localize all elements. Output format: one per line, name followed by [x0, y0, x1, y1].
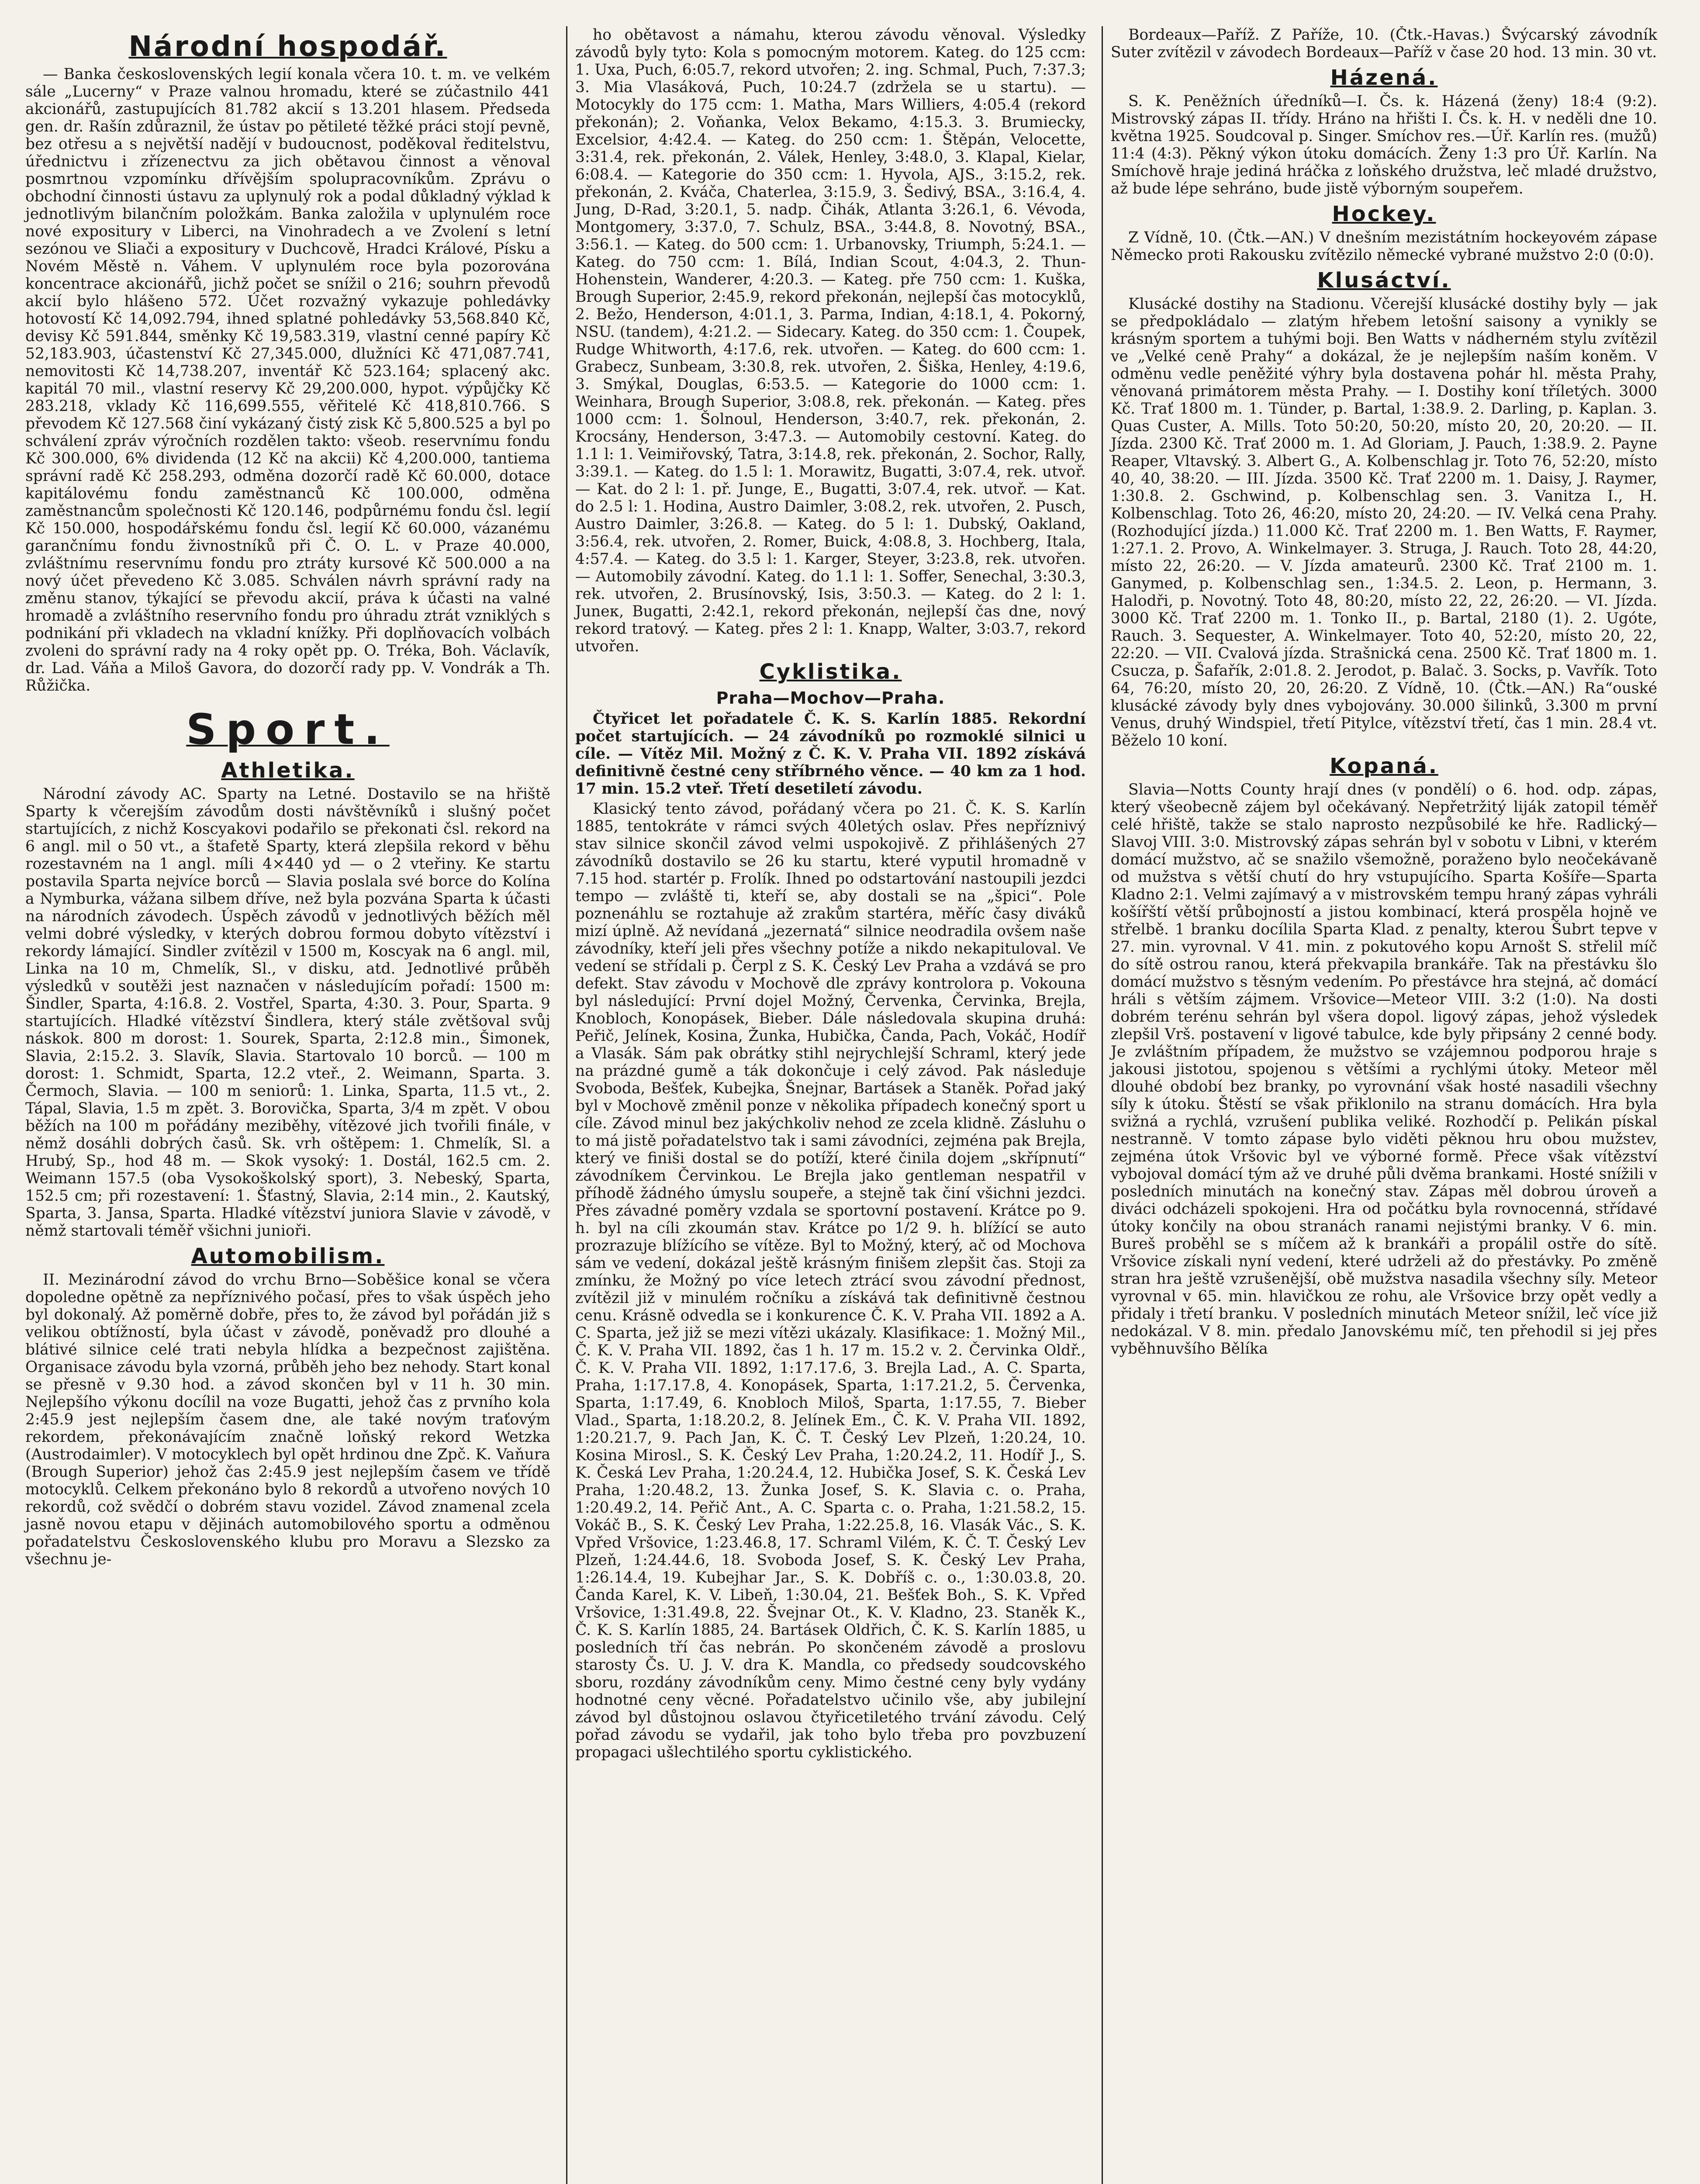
article-cycling: Klasický tento závod, pořádaný včera po 21. Č. K. S. Karlín 1885, tentokráte v rámci svých 40letých oslav. Přes nepříznivý stav silnice skončil závod velmi uspokojivě. Z přihlášených 27 závodníků dostavilo se 26 ku startu, které vyputil hromadně v 7.15 hod. startér p. Frolík. Ihned po odstartování nastoupili jezdci tempo — zvláště ti, kteří se, aby dostali se na „špici“. Pole poznenáhlu se roztahuje až zrakům startéra, měříc časy diváků mizí úplně. Až nevídaná „jezernatá“ silnice neodradila ovšem naše závodníky, kteří jeli přes všechny potíže a nikdo nekapituloval. Ve vedení se střídali p. Čerpl z S. K. Český Lev Praha a vzdává se pro defekt. Stav závodu v Mochově dle zprávy kontrolora p. Vokouna byl následující: První dojel Možný, Červenka, Červinka, Brejla, Knobloch, Konopásek, Bieber. Dále následovala skupina druhá: Peřič, Jelínek, Kosina, Žunka, Hubička, Čanda, Pach, Vokáč, Hodíř a Vlasák. Sám pak obrátky stihl nejrychlejší Schraml, který jede na prázdné gumě a ták dokončuje i celý závod. Pak následuje Svoboda, Bešťek, Kubejka, Šnejnar, Bartásek a Staněk. Pořad jaký byl v Mochově změnil ponze v několika případech konečný sport u cíle. Závod minul bez jakýchkoliv nehod ze zcela klidně. Zásluhu o to má jistě pořadatelstvo tak i sami závodníci, zejména pak Brejla, který ve finiši dostal se do potíží, které činila dojem „skřípnutí“ závodníkem Červinkou. Le Brejla jako gentleman nespatřil v příhodě žádného úmyslu soupeře, a stejně tak činí všichni jezdci. Přes závadné poměry vzdala se sportovní postavení. Krátce po 9. h. byl na cíli zkoumán stav. Krátce po 1/2 9. h. blížící se auto prozrazuje blížícího se vítěze. Byl to Možný, který, ač od Mochova sám ve vedení, dokázal ještě krásným finišem zlepšit čas. Stoji za zmínku, že Možný po více letech ztrácí svou závodní přednost, zvítězil již v minulém ročníku a získává tak definitivně čestnou cenu. Krásně odvedla se i konkurence Č. K. V. Praha VII. 1892 a A. C. Sparta, jež již se mezi vítězi ukázaly. Klasifikace: 1. Možný Mil., Č. K. V. Praha VII. 1892, čas 1 h. 17 m. 15.2 v. 2. Červinka Oldř., Č. K. V. Praha VII. 1892, 1:17.17.6, 3. Brejla Lad., A. C. Sparta, Praha, 1:17.17.8, 4. Konopásek, Sparta, 1:17.21.2, 5. Červenka, Sparta, 1:17.49, 6. Knobloch Miloš, Sparta, 1:17.55, 7. Bieber Vlad., Sparta, 1:18.20.2, 8. Jelínek Em., Č. K. V. Praha VII. 1892, 1:20.21.7, 9. Pach Jan, K. Č. T. Český Lev Plzeň, 1:20.24, 10. Kosina Mirosl., S. K. Český Lev Praha, 1:20.24.2, 11. Hodíř J., S. K. Česká Lev Praha, 1:20.24.4, 12. Hubička Josef, S. K. Česká Lev Praha, 1:20.48.2, 13. Žunka Josef, S. K. Slavia c. o. Praha, 1:20.49.2, 14. Peřič Ant., A. C. Sparta c. o. Praha, 1:21.58.2, 15. Vokáč B., S. K. Český Lev Praha, 1:22.25.8, 16. Vlasák Vác., S. K. Vpřed Vršovice, 1:23.46.8, 17. Schraml Vilém, K. Č. T. Český Lev Plzeň, 1:24.44.6, 18. Svoboda Josef, S. K. Český Lev Praha, 1:26.14.4, 19. Kubejhar Jar., S. K. Dobříš c. o., 1:30.03.8, 20. Čanda Karel, K. V. Libeň, 1:30.04, 21. Bešťek Boh., S. K. Vpřed Vršovice, 1:31.49.8, 22. Švejnar Ot., K. V. Kladno, 23. Staněk K., Č. K. S. Karlín 1885, 24. Bartásek Oldřich, Č. K. S. Karlín 1885, u posledních tří čas nebrán. Po skončeném závodě a proslovu starosty Čs. U. J. V. dra K. Mandla, co předsedy soudcovského sboru, rozdány závodníkům ceny. Mimo čestné ceny byly vydány hodnotné ceny věcné. Pořadatelstvo učinilo vše, aby jubilejní závod byl důstojnou oslavou čtyřicetiletého trvání závodu. Celý pořad závodu se vydařil, jak toho bylo třeba pro povzbuzení propagaci ušlechtilého sportu cyklistického.: [575, 800, 1086, 1761]
section-title-economy: Národní hospodář.: [128, 31, 447, 63]
newspaper-page: [17, 26, 1683, 2184]
cycling-race-route: Praha—Mochov—Praha.: [716, 688, 945, 708]
subsection-title-hockey: Hockey.: [1332, 202, 1436, 226]
column-middle: [566, 26, 1094, 2184]
column-right: [1102, 26, 1665, 2184]
article-athletics: Národní závody AC. Sparty na Letné. Dostavilo se na hřiště Sparty k včerejším závodům dosti návštěvníků i slušný počet startujících, z nichž Koscyakovi podařilo se překonati čsl. rekord na 6 angl. mil o 50 vt., a štafetě Sparty, která zlepšila rekord v běhu rozestavném na 1 angl. míli 4×440 yd — o 2 vteřiny. Ke startu postavila Sparta nejvíce borců — Slavia poslala své borce do Kolína a Nymburka, vážana silbem dříve, než byla pozvána Sparta k účasti na národních závodech. Úspěch závodů v jednotlivých běžích měl velmi dobré výsledky, v kterých dobrou formou dobyto vítězství i rekordy lámající. Sindler zvítězil v 1500 m, Koscyak na 6 angl. mil, Linka na 10 m, Chmelík, Sl., v disku, atd. Jednotlivé průběh výsledků v soutěži jest naznačen v následujícím pořadí: 1500 m: Šindler, Sparta, 4:16.8. 2. Vostřel, Sparta, 4:30. 3. Pour, Sparta. 9 startujících. Hladké vítězství Šindlera, který stále zvětšoval svůj náskok. 800 m dorost: 1. Sourek, Sparta, 2:12.8 min., Šimonek, Slavia, 2:15.2. 3. Slavík, Slavia. Startovalo 10 borců. — 100 m dorost: 1. Schmidt, Sparta, 12.2 vteř., 2. Weimann, Sparta. 3. Čermoch, Slavia. — 100 m seniorů: 1. Linka, Sparta, 11.5 vt., 2. Tápal, Slavia, 1.5 m zpět. 3. Borovička, Sparta, 3/4 m zpět. V obou běžích na 100 m pořádány meziběhy, vítězové jich tvořili finále, v němž dosáhli dobrých časů. Sk. vrh oštěpem: 1. Chmelík, Sl. a Hrubý, Sp., hod 48 m. — Skok vysoký: 1. Dostál, 162.5 cm. 2. Weimann 157.5 (oba Vysokoškolský sport), 3. Nebeský, Sparta, 152.5 cm; při rozestavení: 1. Šťastný, Slavia, 2:14 min., 2. Kautský, Sparta, 3. Jansa, Sparta. Hladké vítězství juniora Slavie v závodě, v němž startovali téměř všichni junioři.: [25, 785, 550, 1240]
article-hill-climb: II. Mezinárodní závod do vrchu Brno—Soběšice konal se včera dopoledne opětně za nepříznivého počasí, přes to však úspěch jeho byl dokonalý. Až poměrně dobře, přes to, že závod byl pořádán již s velikou obtížností, byla účast v závodě, poněvadž pro dlouhé a blátivé silnice celé trati nebyla hlídka a bezpečnost zajištěna. Organisace závodu byla vzorná, průběh jeho bez nehody. Start konal se přesně v 9.30 hod. a závod skončen byl v 11 h. 30 min. Nejlepšího výkonu docílil na voze Bugatti, jehož čas z prvního kola 2:45.9 jest nejlepším časem dne, ale také novým traťovým rekordem, překonávajícím značně loňský rekord Wetzka (Austrodaimler). V motocyklech byl opět hrdinou dne Zpč. K. Vaňura (Brough Superior) jehož čas 2:45.9 jest nejlepším časem ve třídě motocyklů. Celkem překonáno bylo 8 rekordů a utvořeno nových 10 rekordů, což svědčí o dobrém stavu vozidel. Závod znamenal zcela jasně novou etapu v dějinách automobilového sportu a odměnou pořadatelstvu Československého klubu pro Moravu a Slezsko za všechnu je-: [25, 1271, 550, 1568]
section-title-sport: Sport.: [186, 705, 390, 754]
subsection-title-cycling: Cyklistika.: [759, 660, 902, 684]
subsection-title-athletics: Athletika.: [221, 758, 355, 783]
cycling-lead: Čtyřicet let pořadatele Č. K. S. Karlín 1885. Rekordní počet startujících. — 24 závodníků po rozmoklé silnici u cíle. — Vítěz Mil. Možný z Č. K. V. Praha VII. 1892 získává definitivně čestné ceny stříbrného věnce. — 40 km za 1 hod. 17 min. 15.2 vteř. Třetí desetiletí závodu.: [575, 710, 1086, 798]
article-bordeaux-paris: Bordeaux—Paříž. Z Paříže, 10. (Čtk.-Havas.) Švýcarský závodník Suter zvítězil v závodech Bordeaux—Paříž v čase 20 hod. 13 min. 30 vt.: [1111, 26, 1657, 61]
article-football: Slavia—Notts County hrají dnes (v pondělí) o 6. hod. odp. zápas, který všeobecně zájem byl očekávaný. Nepřetržitý liják zatopil téměř celé hřiště, takže se stalo naprosto nezpůsobilé ke hře. Radlický—Slavoj VIII. 3:0. Mistrovský zápas sehrán byl v sobotu v Libni, v kterém domácí mužstvo, ač se snažilo všemožně, poraženo bylo neočekávaně od mužstva s větší chutí do hry vstupujícího. Sparta Košíře—Sparta Kladno 2:1. Velmi zajímavý a v mistrovském tempu hraný zápas vyhráli košířští větší průbojností a jistou kombinací, která prospěla hojně ve střelbě. 1 branku docílila Sparta Klad. z penalty, kterou Šubrt tepve v 27. min. vyrovnal. V 41. min. z pokutového kopu Arnošt S. střelil míč do sítě ostrou ranou, která překvapila brankáře. Tak na přestávku šlo domácí mužstvo s těsným vedením. Po přestávce hra stejná, ač domácí hráli s větším zájmem. Vršovice—Meteor VIII. 3:2 (1:0). Na dosti dobrém terénu sehrán byl všera dopol. ligový zápas, jehož výsledek zlepšil Vrš. postavení v ligové tabulce, kde byly připsány 2 cenné body. Je zvláštním případem, že mužstvo se vzájemnou podporou hraje s jakousi jistotou, spojenou s většími a rychlými útoky. Meteor měl dlouhé období bez branky, po vyrovnání však hosté nasadili všechny síly k útoku. Štěstí se však přiklonilo na stranu domácích. Hra byla svižná a rychlá, vzrušení publika veliké. Rozhodčí p. Pelikán pískal nestranně. V tomto zápase bylo viděti pěknou hru obou mužstev, zejména útok Vršovic byl ve výborné formě. Přece však vítězství vybojoval domácí tým až ve druhé půli dvěma brankami. Hosté snížili v posledních minutách na konečný stav. Zápas měl dobrou úroveň a diváci odcházeli spokojeni. Hra od počátku byla rovnocenná, střídavé útoky končily na obou stranách ranami nejistými branky. V 6. min. Bureš proběhl se s míčem až k brankáři a propálil ostře do sítě. Vršovice získali nyní vedení, které udrželi až do přestávky. Po změně stran hra ještě vzrušenější, obě mužstva nasadila všechny síly. Meteor vyrovnal v 65. min. hlavičkou ze rohu, ale Vršovice brzy opět vedly a přidaly i třetí branku. V posledních minutách Meteor snížil, leč více již nedokázal. V 8. min. předalo Janovskému míč, ten přehodil si jej přes vyběhnuvšího Bělíka: [1111, 781, 1657, 1358]
subsection-title-automobilism: Automobilism.: [191, 1244, 385, 1268]
subsection-title-football: Kopaná.: [1330, 754, 1438, 778]
article-handball: S. K. Peněžních úředníků—I. Čs. k. Házená (ženy) 18:4 (9:2). Mistrovský zápas II. třídy. Hráno na hřišti I. Čs. k. H. v neděli dne 10. května 1925. Soudcoval p. Singer. Smíchov res.—Úř. Karlín res. (mužů) 11:4 (4:3). Pěkný výkon útoku domácích. Ženy 1:3 pro Úř. Karlín. Na Smíchově hraje jediná hráčka z loňského družstva, leč mladé družstvo, až bude lépe sehráno, bude jistě výborným soupeřem.: [1111, 93, 1657, 197]
subsection-title-harness-racing: Klusáctví.: [1317, 268, 1451, 293]
article-hockey: Z Vídně, 10. (Čtk.—AN.) V dnešním mezistátním hockeyovém zápase Německo proti Rakousku zvítězilo německé vybrané mužstvo 2:0 (0:0).: [1111, 229, 1657, 264]
article-bank-meeting: — Banka československých legií konala včera 10. t. m. ve velkém sále „Lucerny“ v Praze valnou hromadu, které se zúčastnilo 441 akcionářů, zastupujících 81.782 akcií s 13.201 hlasem. Předseda gen. dr. Rašín zdůraznil, že ústav po pětileté těžké práci stojí pevně, bez otřesu a s největší nadějí v budoucnost, poděkoval ředitelstvu, úřednictvu i zřízenectvu za jich obětavou činnost a věnoval posmrtnou vzpomínku dřívějším spolupracovníkům. Zprávu o obchodní činnosti ústavu za uplynulý rok a podal důkladný výklad k jednotlivým bilančním položkám. Banka založila v uplynulém roce nové expositury v Liberci, na Vinohradech a ve Zvolení s letní sezónou ve Sliači a expositury v Duchcově, Hradci Králové, Písku a Novém Městě n. Váhem. V uplynulém roce byla pozorována koncentrace akcionářů, jichž počet se snížil o 216; souhrn převodů akcií bylo hlášeno 572. Účet rozvažný vykazuje pohledávky hotovostí Kč 14,092.794, ihned splatné pohledávky 53,568.840 Kč, devisy Kč 591.844, směnky Kč 19,583.319, vlastní cenné papíry Kč 52,183.903, účastenství Kč 27,345.000, dlužníci Kč 471,087.741, nemovitosti Kč 14,738.207, inventář Kč 523.164; splacený akc. kapitál 70 mil., vlastní reservy Kč 29,200.000, hypot. výpůjčky Kč 283.218, vklady Kč 116,699.555, věřitelé Kč 418,810.766. S převodem Kč 127.568 činí vykázaný čistý zisk Kč 5,800.525 a byl po schválení zpráv výročních rozdělen takto: všeob. reservnímu fondu Kč 300.000, 6% dividenda (12 Kč na akcii) Kč 4,200.000, tantiema správní radě Kč 258.293, odměna dozorčí radě Kč 60.000, dotace kapitálovému fondu zaměstnanců Kč 100.000, odměna zaměstnancům společnosti Kč 120.146, podpůrnému fondu čsl. legií Kč 150.000, hospodářskému fondu čsl. legií Kč 60.000, vázanému garančnímu fondu živnostníků při Č. O. L. v Praze 40.000, zvláštnímu reservnímu fondu pro ztráty kursové Kč 500.000 a na nový účet převedeno Kč 3.085. Schválen návrh správní rady na změnu stanov, týkající se převodu akcií, práva k účasti na valné hromadě a zvláštního reservního fondu pro úhradu ztrát vzniklých s podnikání při vkladech na vkladní knížky. Při doplňovacích volbách zvoleni do správní rady na 4 roky opět pp. O. Tréka, Boh. Václavík, dr. Lad. Váňa a Miloš Gavora, do dozorčí rady pp. V. Vondrák a Th. Růžička.: [25, 66, 550, 695]
article-hill-climb-results: ho obětavost a námahu, kterou závodu věnoval. Výsledky závodů byly tyto: Kola s pomocným motorem. Kateg. do 125 ccm: 1. Uxa, Puch, 6:05.7, rekord utvořen; 2. ing. Schmal, Puch, 7:37.3; 3. Mia Vlasáková, Puch, 10:24.7 (zdržela se u startu). — Motocykly do 175 ccm: 1. Matha, Mars Williers, 4:05.4 (rekord překonán); 2. Voňanka, Velox Bekamo, 4:15.3. 3. Brumiecky, Excelsior, 4:42.4. — Kateg. do 250 ccm: 1. Štěpán, Velocette, 3:31.4, rek. překonán, 2. Válek, Henley, 3:48.0, 3. Klapal, Kielar, 6:08.4. — Kategorie do 350 ccm: 1. Hyvola, AJS., 3:15.2, rek. překonán, 2. Kváča, Chaterlea, 3:15.9, 3. Šedivý, BSA., 3:16.4, 4. Jung, D-Rad, 3:20.1, 5. nadp. Čihák, Atlanta 3:26.1, 6. Vévoda, Montgomery, 3:37.0, 7. Schulz, BSA., 3:44.8, 8. Novotný, BSA., 3:56.1. — Kateg. do 500 ccm: 1. Urbanovsky, Triumph, 5:24.1. — Kateg. do 750 ccm: 1. Bílá, Indian Scout, 4:04.3, 2. Thun-Hohenstein, Wanderer, 4:20.3. — Kateg. pře 750 ccm: 1. Kuška, Brough Superior, 2:45.9, rekord překonán, nejlepší čas motocyklů, 2. Bežo, Henderson, 4:01.1, 3. Parma, Indian, 4:18.1, 4. Pokorný, NSU. (tandem), 4:21.2. — Sidecary. Kateg. do 350 ccm: 1. Čoupek, Rudge Whitworth, 4:17.6, rek. utvořen. — Kateg. do 600 ccm: 1. Grabecz, Sunbeam, 3:30.8, rek. utvořen, 2. Šiška, Henley, 4:19.6, 3. Smýkal, Douglas, 6:53.5. — Kategorie do 1000 ccm: 1. Weinhara, Brough Superior, 3:08.8, rek. překonán. — Kateg. přes 1000 ccm: 1. Šolnoul, Henderson, 3:40.7, rek. překonán, 2. Krocsány, Henderson, 3:47.3. — Automobily cestovní. Kateg. do 1.1 l: 1. Veimiřovský, Tatra, 3:14.8, rek. překonán, 2. Sochor, Rally, 3:39.1. — Kateg. do 1.5 l: 1. Morawitz, Bugatti, 3:07.4, rek. utvoř. — Kat. do 2 l: 1. př. Junge, E., Bugatti, 3:07.4, rek. utvoř. — Kat. do 2.5 l: 1. Hodina, Austro Daimler, 3:08.2, rek. utvořen, 2. Pusch, Austro Daimler, 3:26.8. — Kateg. do 5 l: 1. Dubský, Oakland, 3:56.4, rek. utvořen, 2. Romer, Buick, 4:08.8, 3. Hochberg, Itala, 4:57.4. — Kateg. do 3.5 l: 1. Karger, Steyer, 3:23.8, rek. utvořen. — Automobily závodní. Kateg. do 1.1 l: 1. Soffer, Senechal, 3:30.3, rek. utvořen, 2. Brusínovský, Isis, 3:50.3. — Kateg. do 2 l: 1. Juneк, Bugatti, 2:42.1, rekord překonán, nejlepší čas dne, nový rekord tratový. — Kateg. přes 2 l: 1. Knapp, Walter, 3:03.7, rekord utvořen.: [575, 26, 1086, 655]
column-left: [17, 26, 558, 2184]
article-harness-racing: Klusácké dostihy na Stadionu. Včerejší klusácké dostihy byly — jak se předpokládalo — zlatým hřebem letošní saisony a vynikly se krásným sportem a tuhými boji. Ben Watts v nádherném stylu zvítězil ve „Velké ceně Prahy“ a dokázal, že je nejlepším naším koněm. V odměnu vedle peněžité výhry byla dostavena pohár hl. města Prahy, věnovaná primátorem města Prahy. — I. Dostihy koní tříletých. 3000 Kč. Trať 1800 m. 1. Tünder, p. Bartal, 1:38.9. 2. Darling, p. Kaplan. 3. Quas Custer, A. Mills. Toto 50:20, 50:20, místo 20, 20, 20:20. — II. Jízda. 2300 Kč. Trať 2000 m. 1. Ad Gloriam, J. Pauch, 1:38.9. 2. Payne Reaper, Vltavský. 3. Albert G., A. Kolbenschlag jr. Toto 76, 52:20, místo 40, 40, 38:20. — III. Jízda. 3500 Kč. Trať 2200 m. 1. Daisy, J. Raymer, 1:30.8. 2. Gschwind, p. Kolbenschlag sen. 3. Vanitza I., H. Kolbenschlag. Toto 26, 46:20, místo 20, 24:20. — IV. Velká cena Prahy. (Rozhodující jízda.) 11.000 Kč. Trať 2200 m. 1. Ben Watts, F. Raymer, 1:27.1. 2. Provo, A. Winkelmayer. 3. Struga, J. Rauch. Toto 28, 44:20, místo 22, 26:20. — V. Jízda amateurů. 2300 Kč. Trať 2100 m. 1. Ganymed, p. Kolbenschlag sen., 1:34.5. 2. Leon, p. Hermann, 3. Halodři, p. Novotný. Toto 48, 80:20, místo 22, 22, 26:20. — VI. Jízda. 3000 Kč. Trať 2200 m. 1. Tonko II., p. Bartal, 2180 (1). 2. Ugóte, Rauch. 3. Sequester, A. Winkelmayer. Toto 40, 52:20, místo 20, 22, 22:20. — VII. Cvalová jízda. Strašnická cena. 2500 Kč. Trať 1800 m. 1. Csucza, p. Šafařík, 2:01.8. 2. Jerodot, p. Balač. 3. Socks, p. Vavřík. Toto 64, 76:20, místo 20, 20, 26:20. Z Vídně, 10. (Čtk.—AN.) Ra“ouské klusácké závody byly dnes vybojovány. 30.000 šilinků, 3.300 m první Venus, druhý Windspiel, třetí Pitylce, vítězství třetí, čas 1 min. 28.4 vt. Běželo 10 koní.: [1111, 295, 1657, 750]
subsection-title-handball: Házená.: [1330, 66, 1438, 90]
